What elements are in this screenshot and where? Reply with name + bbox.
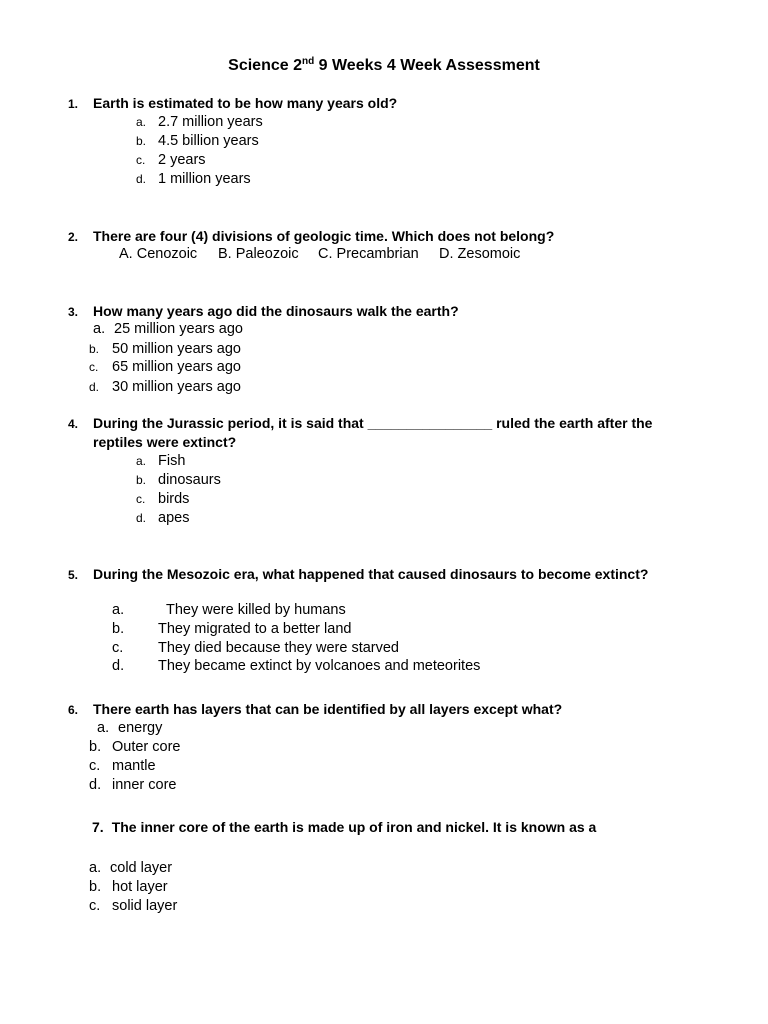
- page-title: Science 2nd 9 Weeks 4 Week Assessment: [228, 56, 540, 74]
- question-text: How many years ago did the dinosaurs walk the earth?: [93, 303, 459, 319]
- question-number: 4.: [68, 417, 79, 431]
- question-number: 6.: [68, 703, 79, 717]
- question-text: During the Jurassic period, it is said that ________________ ruled the earth after the reptiles were extinct?: [93, 415, 653, 450]
- q3-option-c: c. 65 million years ago: [89, 359, 241, 375]
- q2-option-b: B. Paleozoic: [218, 246, 299, 262]
- q7-option-a: a. cold layer: [89, 860, 173, 876]
- q6-option-a: a. energy: [97, 720, 163, 736]
- question-text: There earth has layers that can be identified by all layers except what?: [93, 701, 563, 717]
- q1-option-b: b. 4.5 billion years: [136, 133, 259, 149]
- question-2: [68, 227, 688, 246]
- question-number: 5.: [68, 568, 79, 582]
- question-3: [68, 302, 688, 321]
- question-text: Earth is estimated to be how many years old?: [93, 95, 398, 111]
- q7-option-c: c. solid layer: [89, 898, 178, 914]
- question-1: [68, 94, 688, 113]
- question-number: 1.: [68, 97, 79, 111]
- question-5: [68, 565, 688, 584]
- answer-blank: ________________: [367, 415, 493, 431]
- question-text: During the Mesozoic era, what happened that caused dinosaurs to become extinct?: [93, 566, 649, 582]
- q5-option-b: b. They migrated to a better land: [112, 621, 352, 637]
- question-number: 7.: [92, 819, 104, 835]
- question-number: 2.: [68, 230, 79, 244]
- q5-option-a: a. They were killed by humans: [112, 602, 346, 618]
- q1-option-d: d. 1 million years: [136, 171, 251, 187]
- q5-option-d: d. They became extinct by volcanoes and meteorites: [112, 658, 481, 674]
- q4-option-c: c. birds: [136, 491, 190, 507]
- q4-option-a: a. Fish: [136, 453, 186, 469]
- question-number: 3.: [68, 305, 79, 319]
- q1-option-c: c. 2 years: [136, 152, 206, 168]
- q4-option-d: d. apes: [136, 510, 190, 526]
- question-text: The inner core of the earth is made up of iron and nickel. It is known as a: [111, 819, 597, 835]
- q2-option-c: C. Precambrian: [318, 246, 419, 262]
- question-7: [92, 818, 712, 837]
- title-superscript: nd: [301, 56, 315, 67]
- q2-option-d: D. Zesomoic: [439, 246, 521, 262]
- q6-option-c: c. mantle: [89, 758, 156, 774]
- question-4: [68, 414, 688, 452]
- q6-option-d: d. inner core: [89, 777, 177, 793]
- q7-option-b: b. hot layer: [89, 879, 168, 895]
- q3-option-b: b. 50 million years ago: [89, 341, 241, 357]
- q6-option-b: b. Outer core: [89, 739, 181, 755]
- q5-option-c: c. They died because they were starved: [112, 640, 399, 656]
- q3-option-d: d. 30 million years ago: [89, 379, 241, 395]
- question-text: There are four (4) divisions of geologic time. Which does not belong?: [93, 228, 555, 244]
- q1-option-a: a. 2.7 million years: [136, 114, 263, 130]
- q3-option-a: a. 25 million years ago: [93, 321, 243, 337]
- question-6: [68, 700, 688, 719]
- q2-option-a: A. Cenozoic: [119, 246, 198, 262]
- q4-option-b: b. dinosaurs: [136, 472, 221, 488]
